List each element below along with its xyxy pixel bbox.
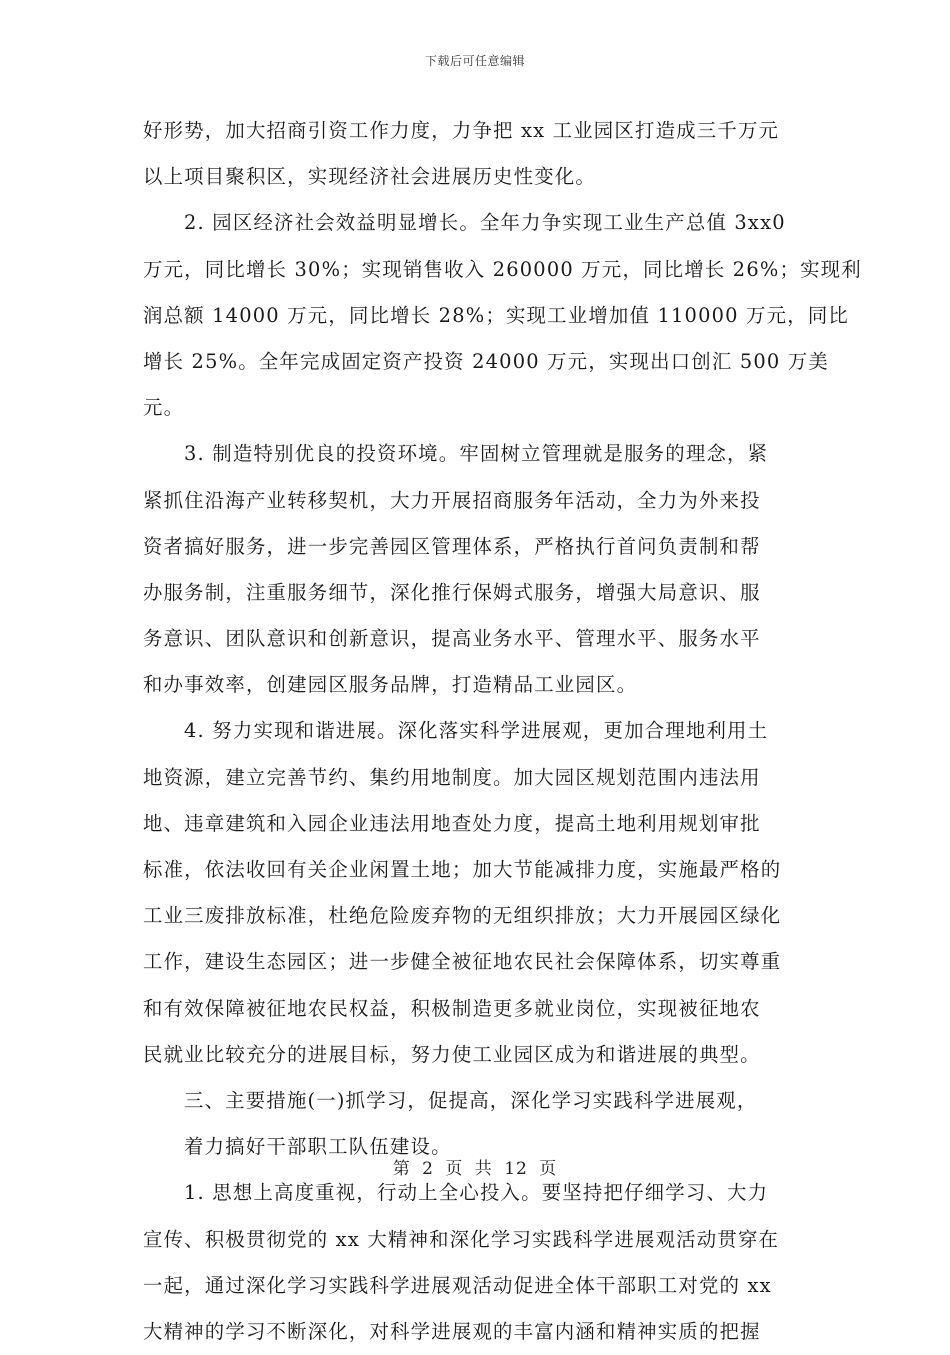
text-line: 地资源，建立完善节约、集约用地制度。加大园区规划范围内违法用 xyxy=(143,765,761,789)
text-line: 以上项目聚积区，实现经济社会进展历史性变化。 xyxy=(143,165,596,189)
text-line: 和办事效率，创建园区服务品牌，打造精品工业园区。 xyxy=(143,673,638,697)
page-header: 下载后可任意编辑 xyxy=(424,54,525,68)
text-line: 一起，通过深化学习实践科学进展观活动促进全体干部职工对党的 xx xyxy=(143,1273,772,1297)
text-line: 大精神的学习不断深化，对科学进展观的丰富内涵和精神实质的把握 xyxy=(143,1319,761,1343)
text-line: 元。 xyxy=(143,396,185,420)
text-line: 紧抓住沿海产业转移契机，大力开展招商服务年活动，全力为外来投 xyxy=(143,488,761,512)
text-line: 办服务制，注重服务细节，深化推行保姆式服务，增强大局意识、服 xyxy=(143,580,761,604)
text-line: 工业三废排放标准，杜绝危险废弃物的无组织排放；大力开展园区绿化 xyxy=(143,904,782,928)
text-line: 润总额 14000 万元，同比增长 28%；实现工业增加值 110000 万元，同比 xyxy=(143,303,850,327)
text-line: 标准，依法收回有关企业闲置土地；加大节能减排力度，实施最严格的 xyxy=(143,858,782,881)
text-line: 宣传、积极贯彻党的 xx 大精神和深化学习实践科学进展观活动贯穿在 xyxy=(143,1227,780,1251)
text-line: 地、违章建筑和入园企业违法用地查处力度，提高土地利用规划审批 xyxy=(143,811,761,835)
text-line: 好形势，加大招商引资工作力度，力争把 xx 工业园区打造成三千万元 xyxy=(143,119,780,142)
section-heading: 三、主要措施(一)抓学习，促提高，深化学习实践科学进展观， xyxy=(184,1088,758,1112)
text-line: 民就业比较充分的进展目标，努力使工业园区成为和谐进展的典型。 xyxy=(143,1042,761,1066)
text-line: 务意识、团队意识和创新意识，提高业务水平、管理水平、服务水平 xyxy=(143,627,761,651)
text-line: 增长 25%。全年完成固定资产投资 24000 万元，实现出口创汇 500 万美 xyxy=(143,349,829,373)
paragraph-start: 3. 制造特别优良的投资环境。牢固树立管理就是服务的理念，紧 xyxy=(184,442,769,466)
paragraph-start: 4. 努力实现和谐进展。深化落实科学进展观，更加合理地利用土 xyxy=(184,719,769,743)
page-number-footer: 第 2 页 共 12 页 xyxy=(392,1159,558,1179)
text-line: 和有效保障被征地农民权益，积极制造更多就业岗位，实现被征地农 xyxy=(143,996,761,1020)
paragraph-start: 1. 思想上高度重视，行动上全心投入。要坚持把仔细学习、大力 xyxy=(184,1181,769,1205)
text-line: 工作，建设生态园区；进一步健全被征地农民社会保障体系，切实尊重 xyxy=(143,950,782,974)
section-heading-continued: 着力搞好干部职工队伍建设。 xyxy=(184,1135,452,1159)
text-line: 资者搞好服务，进一步完善园区管理体系，严格执行首问负责制和帮 xyxy=(143,534,761,558)
text-line: 万元，同比增长 30%；实现销售收入 260000 万元，同比增长 26%；实现利 xyxy=(143,257,862,281)
paragraph-start: 2. 园区经济社会效益明显增长。全年力争实现工业生产总值 3xx0 xyxy=(184,211,786,235)
